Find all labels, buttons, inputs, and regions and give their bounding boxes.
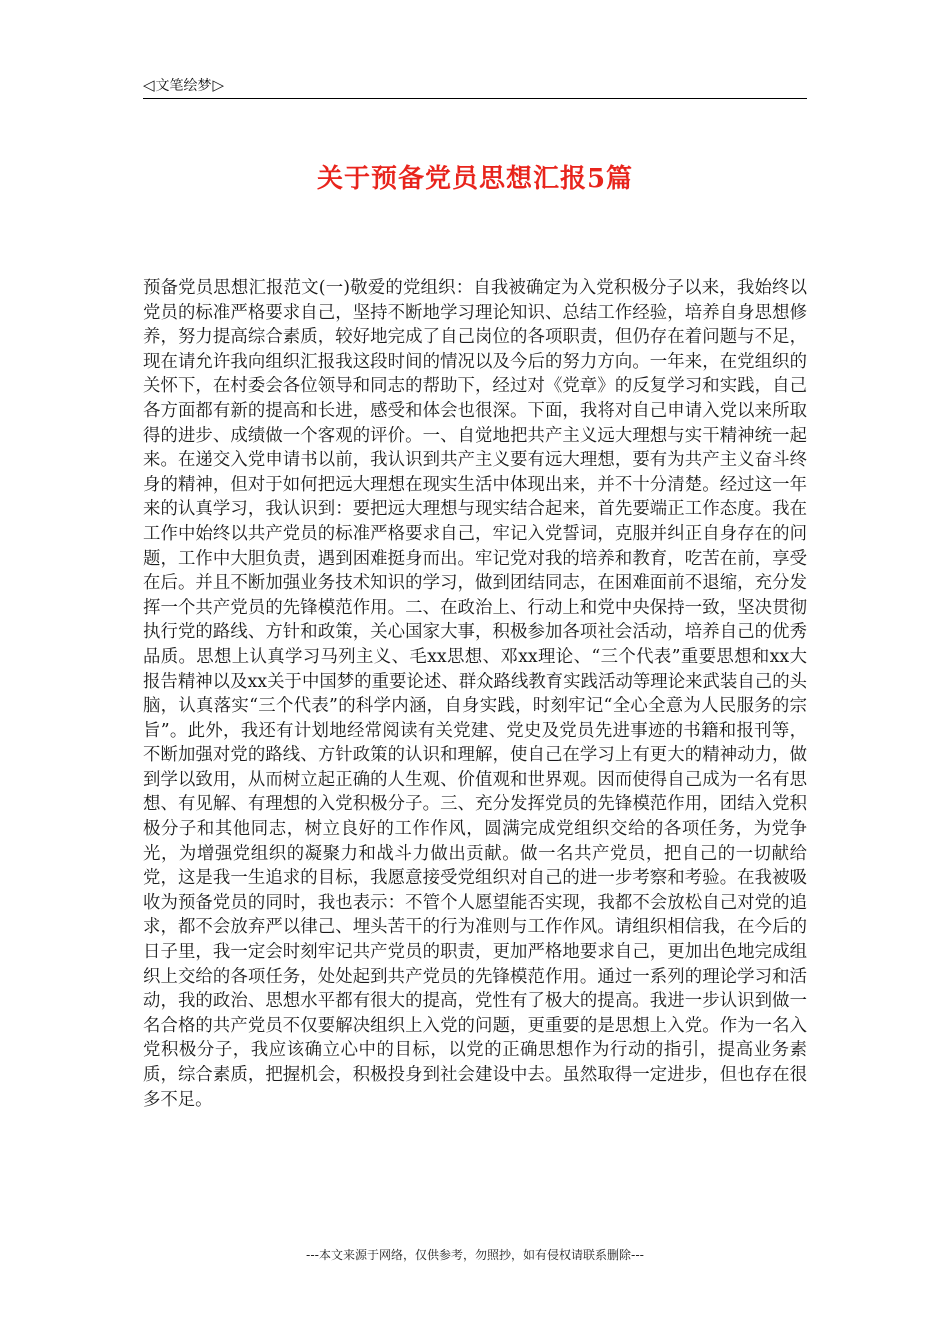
document-title: 关于预备党员思想汇报5篇: [316, 164, 634, 194]
brand-name: 文笔绘梦: [155, 78, 212, 94]
right-triangle-icon: ▷: [212, 75, 225, 94]
document-body: 预备党员思想汇报范文(一)敬爱的党组织：自我被确定为入党积极分子以来，我始终以党员的标准严格要求自己，坚持不断地学习理论知识、总结工作经验，培养自身思想修养，努力提高综合素质，较好地完成了自己岗位的各项职责，但仍存在着问题与不足，现在请允许我向组织汇报我这段时间的情况以及今后的努力方向。一年来，在党组织的关怀下，在村委会各位领导和同志的帮助下，经过对《党章》的反复学习和实践，自己各方面都有新的提高和长进，感受和体会也很深。下面，我将对自己申请入党以来所取得的进步、成绩做一个客观的评价。一、自觉地把共产主义远大理想与实干精神统一起来。在递交入党申请书以前，我认识到共产主义要有远大理想，要有为共产主义奋斗终身的精神，但对于如何把远大理想在现实生活中体现出来，并不十分清楚。经过这一年来的认真学习，我认识到：要把远大理想与现实结合起来，首先要端正工作态度。我在工作中始终以共产党员的标准严格要求自己，牢记入党誓词，克服并纠正自身存在的问题，工作中大胆负责，遇到困难挺身而出。牢记党对我的培养和教育，吃苦在前，享受在后。并且不断加强业务技术知识的学习，做到团结同志，在困难面前不退缩，充分发挥一个共产党员的先锋模范作用。二、在政治上、行动上和党中央保持一致，坚决贯彻执行党的路线、方针和政策，关心国家大事，积极参加各项社会活动，培养自己的优秀品质。思想上认真学习马列主义、毛xx思想、邓xx理论、“三个代表”重要思想和xx大报告精神以及xx关于中国梦的重要论述、群众路线教育实践活动等理论来武装自己的头脑，认真落实“三个代表”的科学内涵，自身实践，时刻牢记“全心全意为人民服务的宗旨”。此外，我还有计划地经常阅读有关党建、党史及党员先进事迹的书籍和报刊等，不断加强对党的路线、方针政策的认识和理解，使自己在学习上有更大的精神动力，做到学以致用，从而树立起正确的人生观、价值观和世界观。因而使得自己成为一名有思想、有见解、有理想的入党积极分子。三、充分发挥党员的先锋模范作用，团结入党积极分子和其他同志，树立良好的工作作风，圆满完成党组织交给的各项任务，为党争光，为增强党组织的凝聚力和战斗力做出贡献。做一名共产党员，把自己的一切献给党，这是我一生追求的目标，我愿意接受党组织对自己的进一步考察和考验。在我被吸收为预备党员的同时，我也表示：不管个人愿望能否实现，我都不会放松自己对党的追求，都不会放弃严以律己、埋头苦干的行为准则与工作作风。请组织相信我，在今后的日子里，我一定会时刻牢记共产党员的职责，更加严格地要求自己，更加出色地完成组织上交给的各项任务，处处起到共产党员的先锋模范作用。通过一系列的理论学习和活动，我的政治、思想水平都有很大的提高，党性有了极大的提高。我进一步认识到做一名合格的共产党员不仅要解决组织上入党的问题，更重要的是思想上入党。作为一名入党积极分子，我应该确立心中的目标，以党的正确思想作为行动的指引，提高业务素质，综合素质，把握机会，积极投身到社会建设中去。虽然取得一定进步，但也存在很多不足。: [143, 278, 807, 1110]
left-triangle-icon: ◁: [143, 75, 155, 94]
footer-notice: ---本文来源于网络，仅供参考，勿照抄，如有侵权请联系删除---: [306, 1248, 644, 1262]
page-header: [143, 72, 807, 99]
header-brand: [143, 75, 224, 95]
